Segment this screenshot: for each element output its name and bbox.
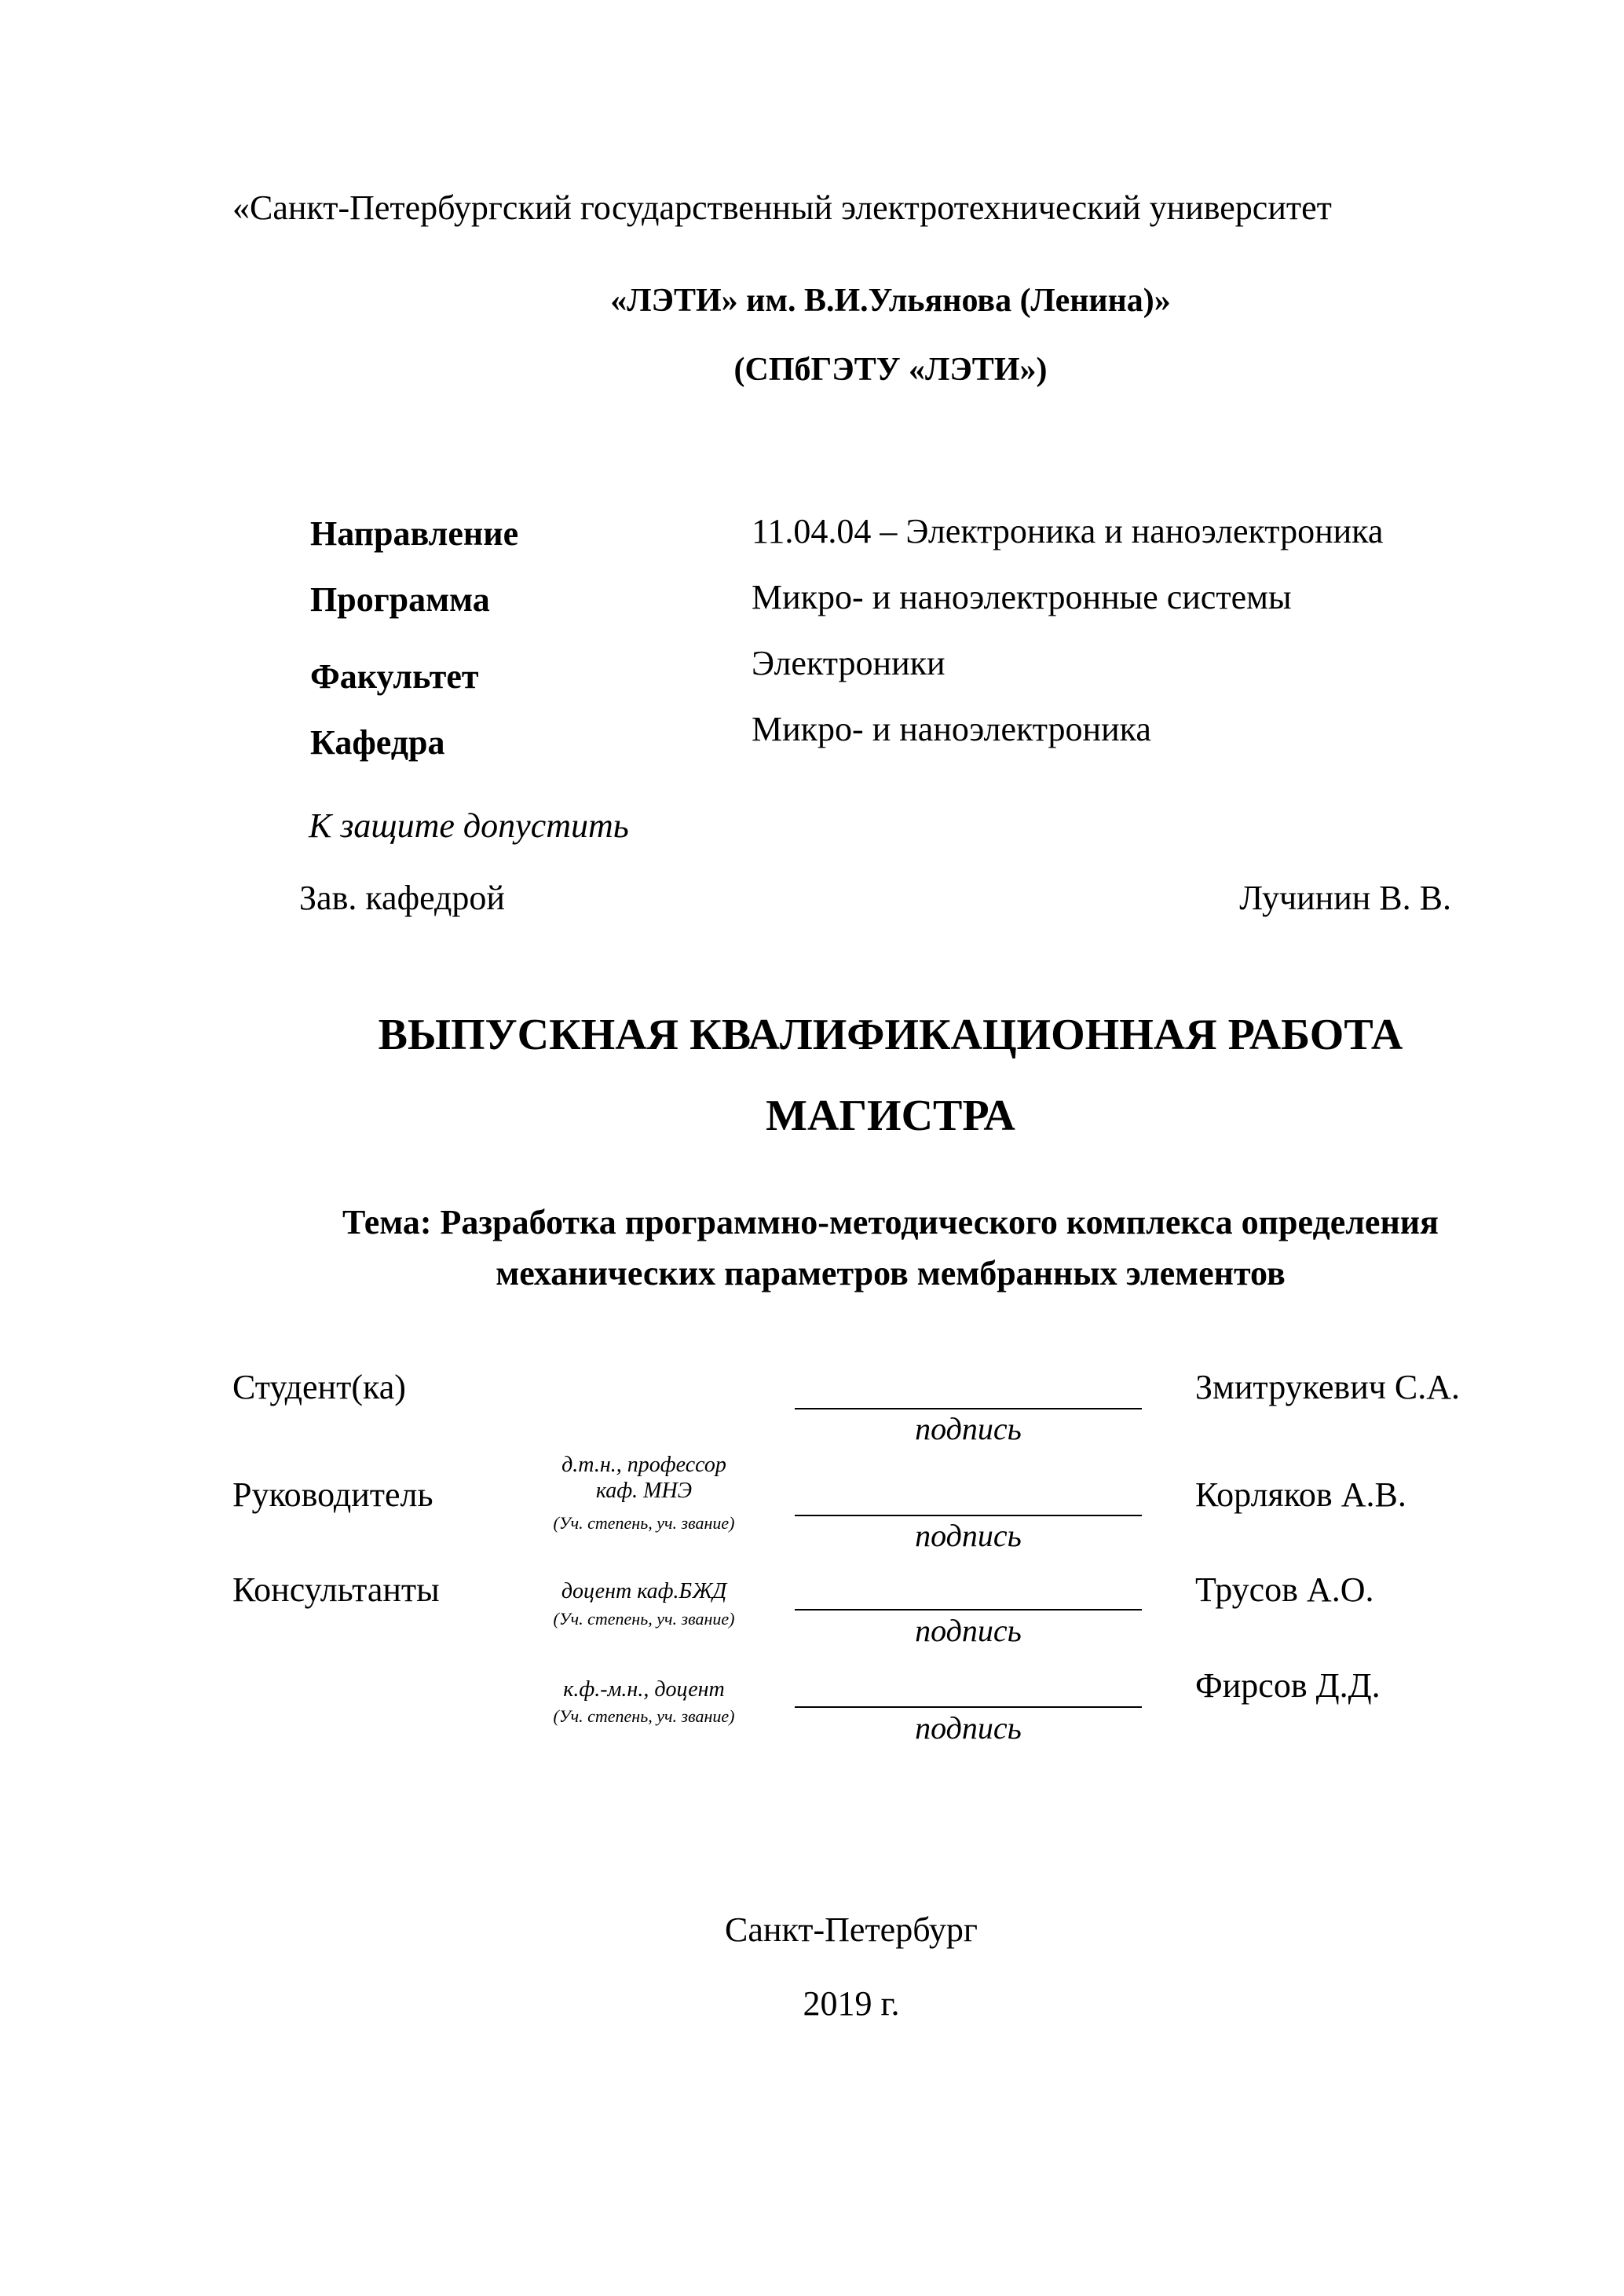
work-title-line2: МАГИСТРА <box>766 1091 1015 1140</box>
info-value-program: Микро- и наноэлектронные системы <box>752 578 1292 616</box>
supervisor-signature-line <box>795 1515 1142 1516</box>
consultant1-degree-note: (Уч. степень, уч. звание) <box>553 1609 735 1629</box>
consultant2-degree-note: (Уч. степень, уч. звание) <box>553 1706 735 1726</box>
consultant1-signature-line <box>795 1609 1142 1610</box>
university-abbrev: (СПбГЭТУ «ЛЭТИ») <box>733 352 1048 388</box>
footer-city: Санкт-Петербург <box>725 1910 978 1949</box>
supervisor-signature-caption: подпись <box>915 1518 1022 1553</box>
supervisor-degree-line1: д.т.н., профессор <box>561 1453 726 1477</box>
work-title-line1: ВЫПУСКНАЯ КВАЛИФИКАЦИОННАЯ РАБОТА <box>378 1011 1403 1059</box>
student-name: Змитрукевич С.А. <box>1195 1368 1461 1406</box>
student-signature-caption: подпись <box>915 1411 1022 1446</box>
consultant1-degree: доцент каф.БЖД <box>561 1579 727 1603</box>
info-value-department: Микро- и наноэлектроника <box>752 710 1151 748</box>
student-role: Студент(ка) <box>232 1368 406 1406</box>
supervisor-degree-line2: каф. МНЭ <box>595 1479 693 1503</box>
consultant2-signature-line <box>795 1706 1142 1708</box>
consultant1-name: Трусов А.О. <box>1195 1570 1374 1609</box>
info-label-program: Программа <box>310 580 490 619</box>
info-value-direction: 11.04.04 – Электроника и наноэлектроника <box>752 512 1384 550</box>
info-value-faculty: Электроники <box>752 644 946 682</box>
approval-position: Зав. кафедрой <box>299 879 505 917</box>
supervisor-name: Корляков А.В. <box>1195 1475 1406 1514</box>
approval-name: Лучинин В. В. <box>1239 879 1451 917</box>
consultant1-signature-caption: подпись <box>915 1613 1022 1648</box>
consultant2-name: Фирсов Д.Д. <box>1195 1666 1381 1705</box>
supervisor-degree-note: (Уч. степень, уч. звание) <box>553 1513 735 1533</box>
university-name-line2: «ЛЭТИ» им. В.И.Ульянова (Ленина)» <box>610 283 1171 319</box>
student-signature-line <box>795 1408 1142 1409</box>
topic-line2: механических параметров мембранных элементов <box>496 1254 1286 1292</box>
info-label-direction: Направление <box>310 514 519 553</box>
topic-line1: Тема: Разработка программно-методического комплекса определения <box>342 1203 1439 1241</box>
info-label-faculty: Факультет <box>310 657 479 696</box>
footer-year: 2019 г. <box>803 1984 900 2023</box>
supervisor-role: Руководитель <box>232 1475 433 1514</box>
consultant2-degree: к.ф.-м.н., доцент <box>563 1677 725 1702</box>
approval-text: К защите допустить <box>309 806 629 845</box>
consultant2-signature-caption: подпись <box>915 1710 1022 1746</box>
info-label-department: Кафедра <box>310 723 445 762</box>
university-name-line1: «Санкт-Петербургский государственный электротехнический университет <box>232 188 1332 227</box>
consultants-role: Консультанты <box>232 1570 440 1609</box>
